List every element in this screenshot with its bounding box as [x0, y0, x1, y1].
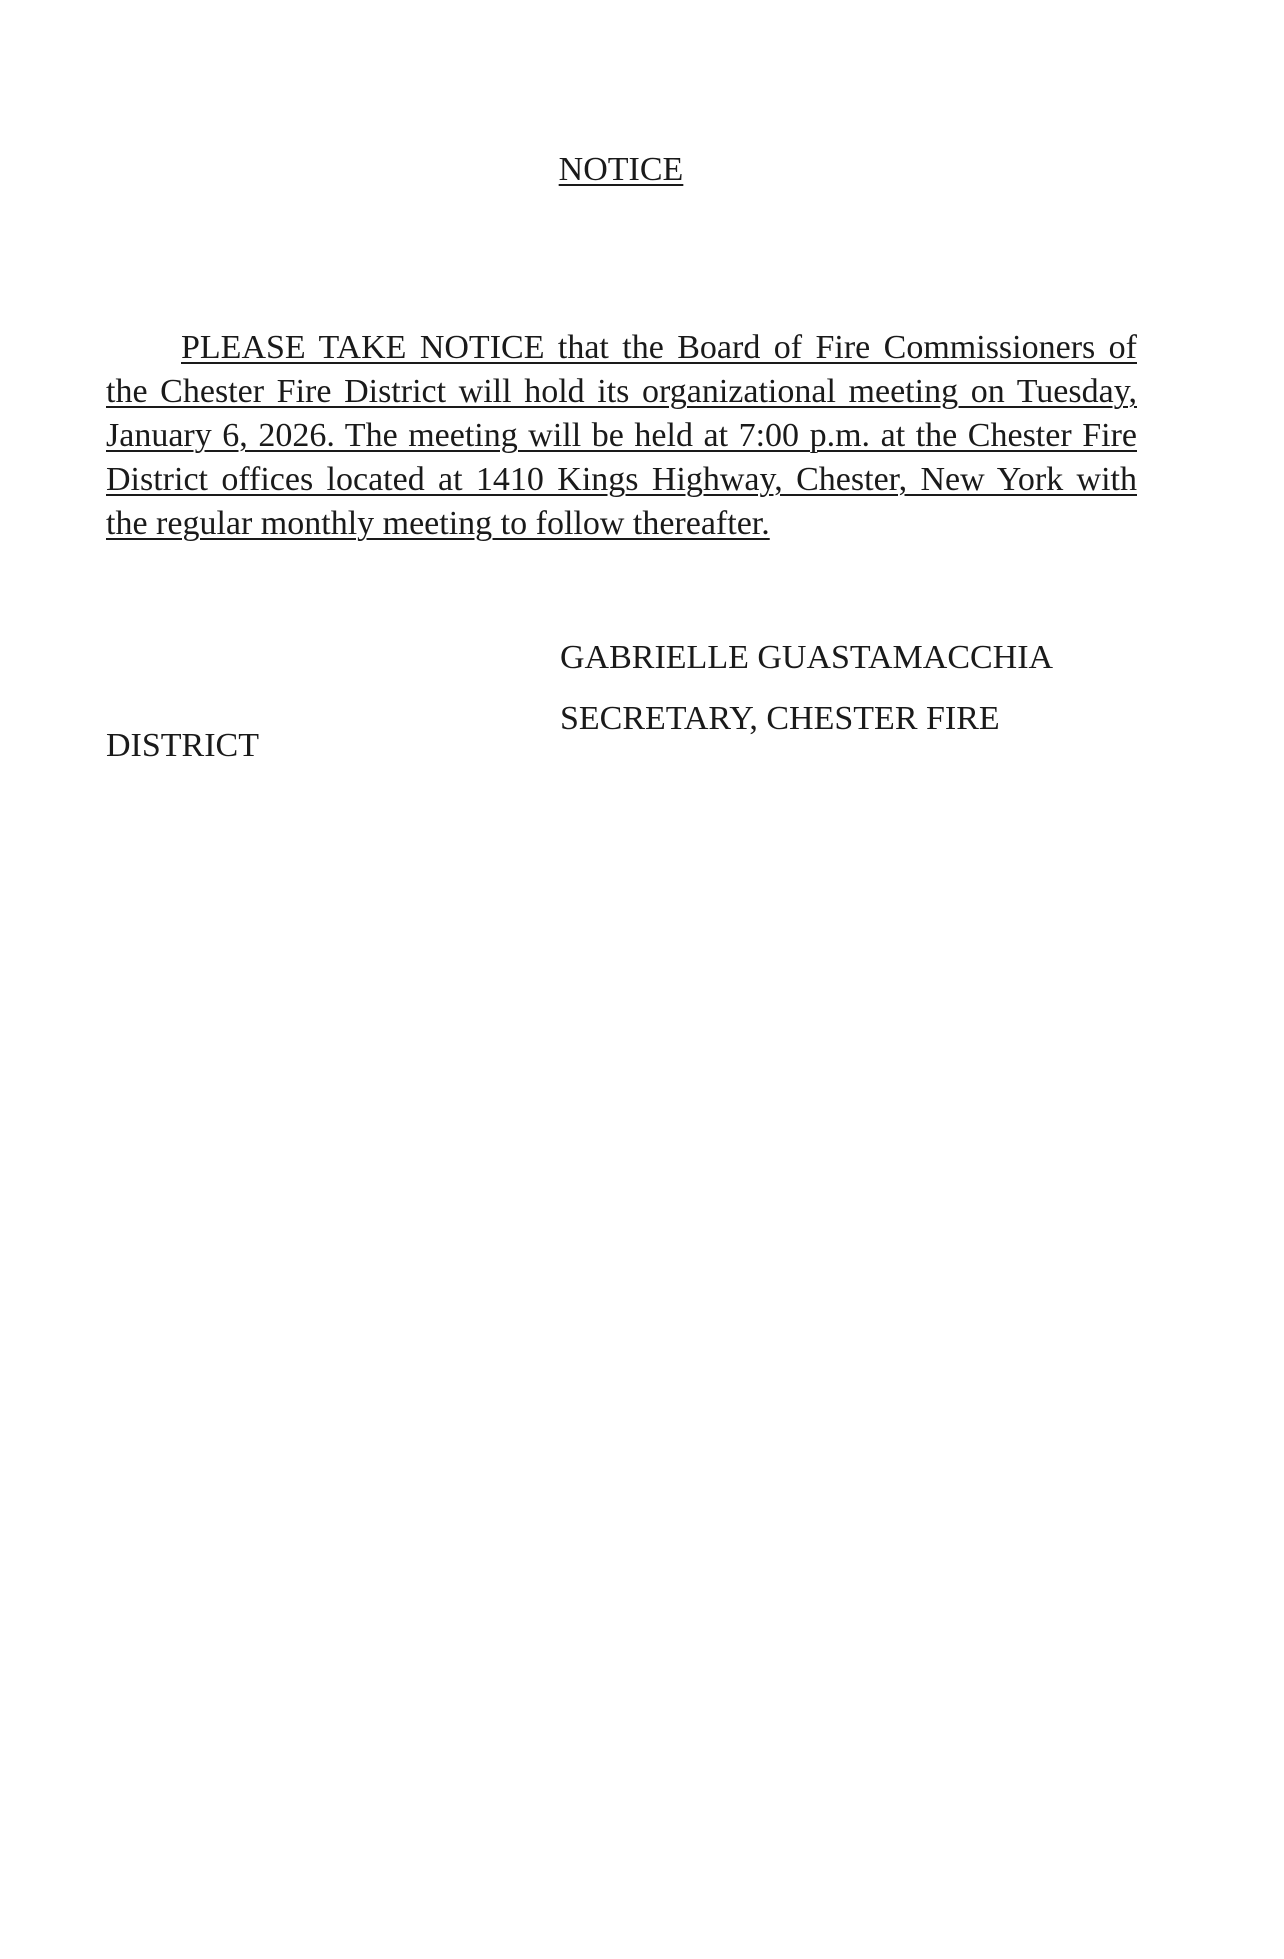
signatory-title-continued: DISTRICT — [106, 727, 259, 764]
notice-title: NOTICE — [558, 151, 684, 188]
signatory-title: SECRETARY, CHESTER FIRE — [560, 700, 1000, 737]
signatory-name: GABRIELLE GUASTAMACCHIA — [560, 639, 1054, 676]
signature-block — [560, 636, 1053, 758]
notice-body: PLEASE TAKE NOTICE that the Board of Fire Commissioners of the Chester Fire District will hold its organizational meeting on Tuesday, January 6, 2026. The meeting will be held at 7:00 p.m. at the Chester Fire District offices located at 1410 Kings Highway, Chester, New York with the regular monthly meeting to follow thereafter. — [106, 329, 1137, 542]
